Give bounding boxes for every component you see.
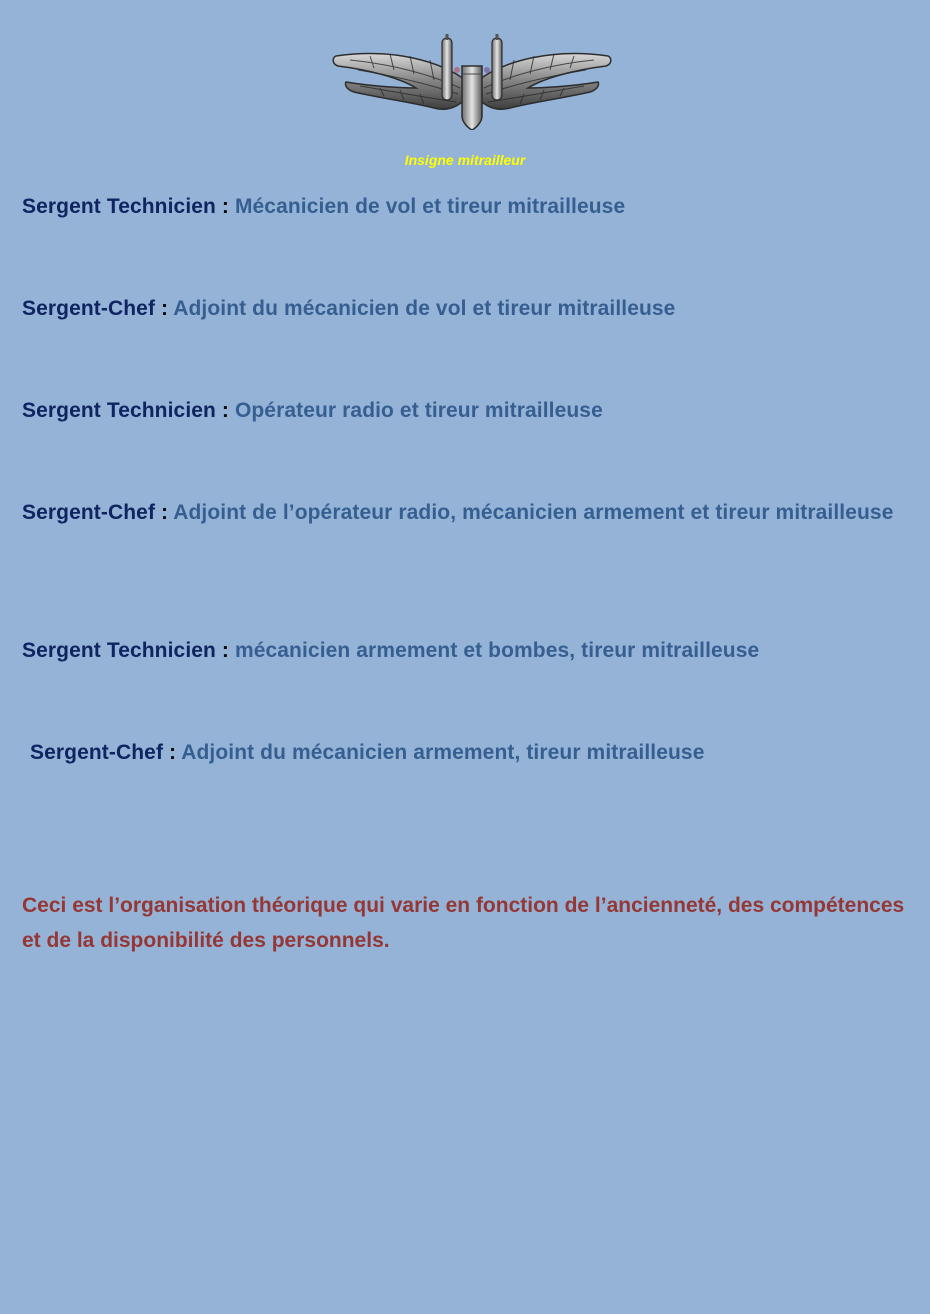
crew-role: mécanicien armement et bombes, tireur mitrailleuse [234, 639, 760, 662]
crew-role: Mécanicien de vol et tireur mitrailleuse [234, 195, 626, 218]
insignia-caption: Insigne mitrailleur [404, 152, 526, 168]
crew-separator: : [215, 195, 235, 218]
crew-separator: : [215, 639, 235, 662]
crew-role: Adjoint de l’opérateur radio, mécanicien armement et tireur mitrailleuse [173, 501, 894, 524]
crew-rank: Sergent-Chef [22, 297, 156, 320]
crew-separator: : [155, 501, 174, 524]
crew-role: Opérateur radio et tireur mitrailleuse [234, 399, 603, 422]
crew-entry [22, 189, 917, 224]
crew-entry [22, 633, 917, 668]
crew-entry [22, 291, 917, 326]
crew-rank: Sergent Technicien [22, 399, 216, 422]
crew-rank: Sergent Technicien [22, 195, 216, 218]
crew-separator: : [163, 741, 182, 764]
crew-rank: Sergent-Chef [30, 741, 164, 764]
organisation-note: Ceci est l’organisation théorique qui varie en fonction de l’ancienneté, des compétences et de la disponibilité des personnels. [22, 894, 905, 952]
crew-separator: : [215, 399, 235, 422]
crew-entry [22, 393, 917, 428]
crew-separator: : [155, 297, 174, 320]
crew-role: Adjoint du mécanicien armement, tireur mitrailleuse [181, 741, 705, 764]
crew-rank: Sergent Technicien [22, 639, 216, 662]
winged-bullet-insignia-icon [330, 30, 614, 130]
crew-role: Adjoint du mécanicien de vol et tireur mitrailleuse [173, 297, 676, 320]
crew-entry [30, 735, 925, 770]
crew-entry [22, 495, 917, 530]
crew-rank: Sergent-Chef [22, 501, 156, 524]
